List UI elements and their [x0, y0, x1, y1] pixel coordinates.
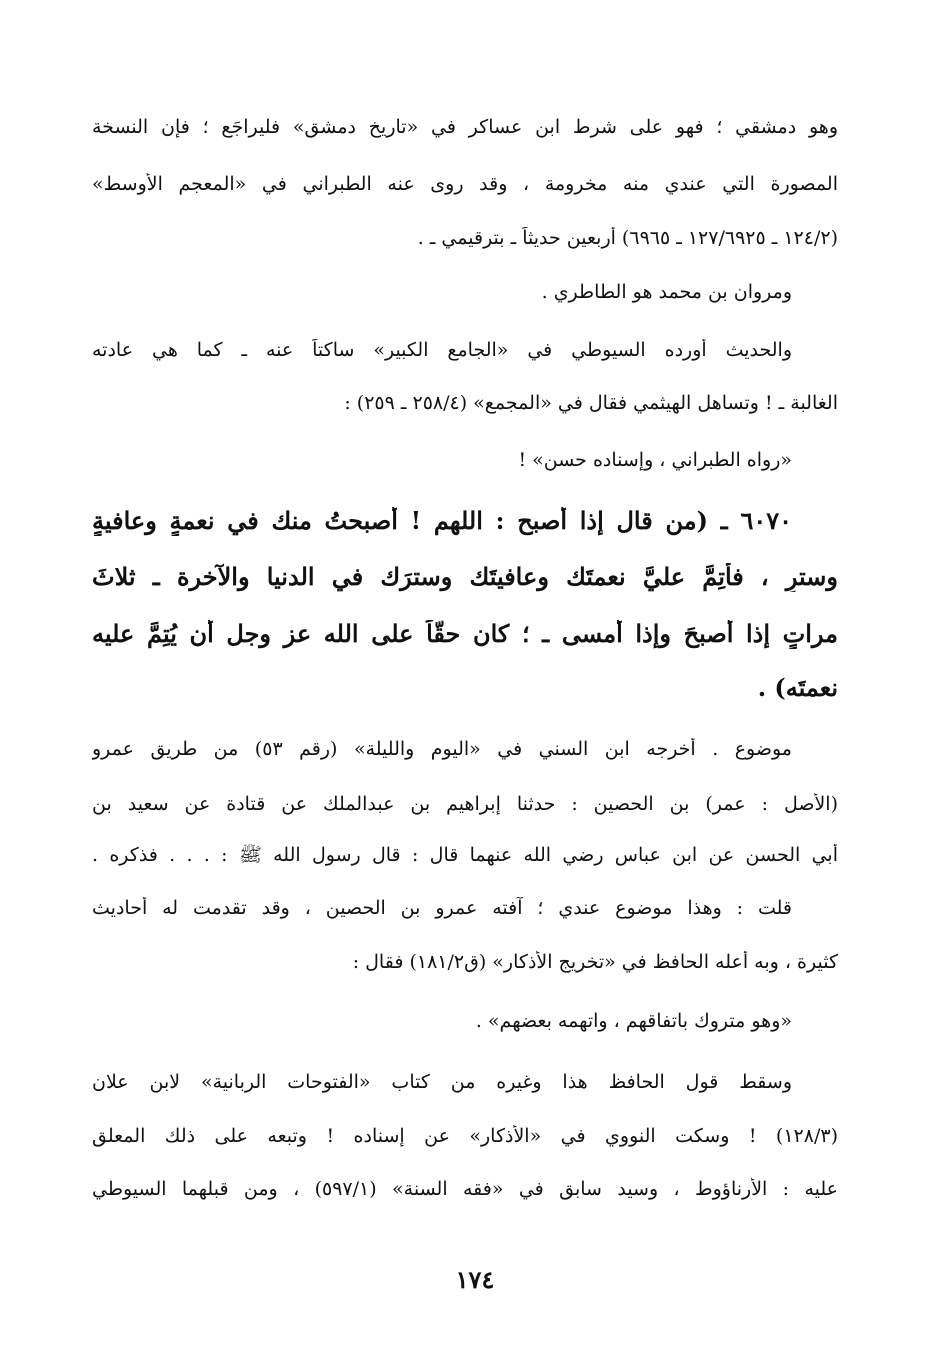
- paragraph-3-line-1: والحديث أورده السيوطي في «الجامع الكبير» ساكتاً عنه ـ كما هي عادته: [92, 339, 792, 361]
- paragraph-6-line-3: أبي الحسن عن ابن عباس رضي الله عنهما قال : قال رسول الله ﷺ : . . . فذكره .: [92, 844, 838, 866]
- paragraph-7-line-1: قلت : وهذا موضوع عندي ؛ آفته عمرو بن الحصين ، وقد تقدمت له أحاديث: [92, 897, 792, 919]
- paragraph-7-line-2: كثيرة ، وبه أعله الحافظ في «تخريج الأذكار» (ق١٨١/٢) فقال :: [352, 951, 838, 973]
- paragraph-9-line-1: وسقط قول الحافظ هذا وغيره من كتاب «الفتوحات الربانية» لابن علان: [92, 1071, 792, 1093]
- page-number: ١٧٤: [455, 1265, 495, 1294]
- paragraph-4-line-1: «رواه الطبراني ، وإسناده حسن» !: [518, 449, 792, 471]
- paragraph-6-line-2: (الأصل : عمر) بن الحصين : حدثنا إبراهيم بن عبدالملك عن قتادة عن سعيد بن: [92, 793, 838, 815]
- hadith-line-3: مراتٍ إذا أصبحَ وإذا أمسى ـ ؛ كان حقّاً على الله عز وجل أن يُتِمَّ عليه: [92, 620, 838, 648]
- hadith-line-1: ٦٠٧٠ ـ (من قال إذا أصبح : اللهم ! أصبحتُ منك في نعمةٍ وعافيةٍ: [92, 507, 792, 535]
- hadith-line-4: نعمتَه) .: [757, 674, 838, 702]
- paragraph-3-line-2: الغالبة ـ ! وتساهل الهيثمي فقال في «المجمع» (٢٥٨/٤ ـ ٢٥٩) :: [344, 392, 838, 414]
- paragraph-2-line-1: ومروان بن محمد هو الطاطري .: [541, 281, 792, 303]
- paragraph-1-line-2: المصورة التي عندي منه مخرومة ، وقد روى عنه الطبراني في «المعجم الأوسط»: [92, 173, 838, 195]
- paragraph-1-line-3: (١٢٤/٢ ـ ١٢٧/٦٩٢٥ ـ ٦٩٦٥) أربعين حديثاً ـ بترقيمي ـ .: [417, 227, 838, 249]
- hadith-line-2: وسترٍ ، فأتِمَّ عليَّ نعمتَك وعافيتَك وسترَك في الدنيا والآخرة ـ ثلاثَ: [92, 563, 838, 591]
- paragraph-8-line-1: «وهو متروك باتفاقهم ، واتهمه بعضهم» .: [475, 1010, 792, 1032]
- paragraph-9-line-3: عليه : الأرناؤوط ، وسيد سابق في «فقه السنة» (٥٩٧/١) ، ومن قبلهما السيوطي: [92, 1178, 838, 1200]
- paragraph-9-line-2: (١٢٨/٣) ! وسكت النووي في «الأذكار» عن إسناده ! وتبعه على ذلك المعلق: [92, 1125, 838, 1147]
- paragraph-1-line-1: وهو دمشقي ؛ فهو على شرط ابن عساكر في «تاريخ دمشق» فليراجَع ؛ فإن النسخة: [92, 116, 838, 138]
- paragraph-6-line-1: موضوع . أخرجه ابن السني في «اليوم والليلة» (رقم ٥٣) من طريق عمرو: [92, 738, 792, 760]
